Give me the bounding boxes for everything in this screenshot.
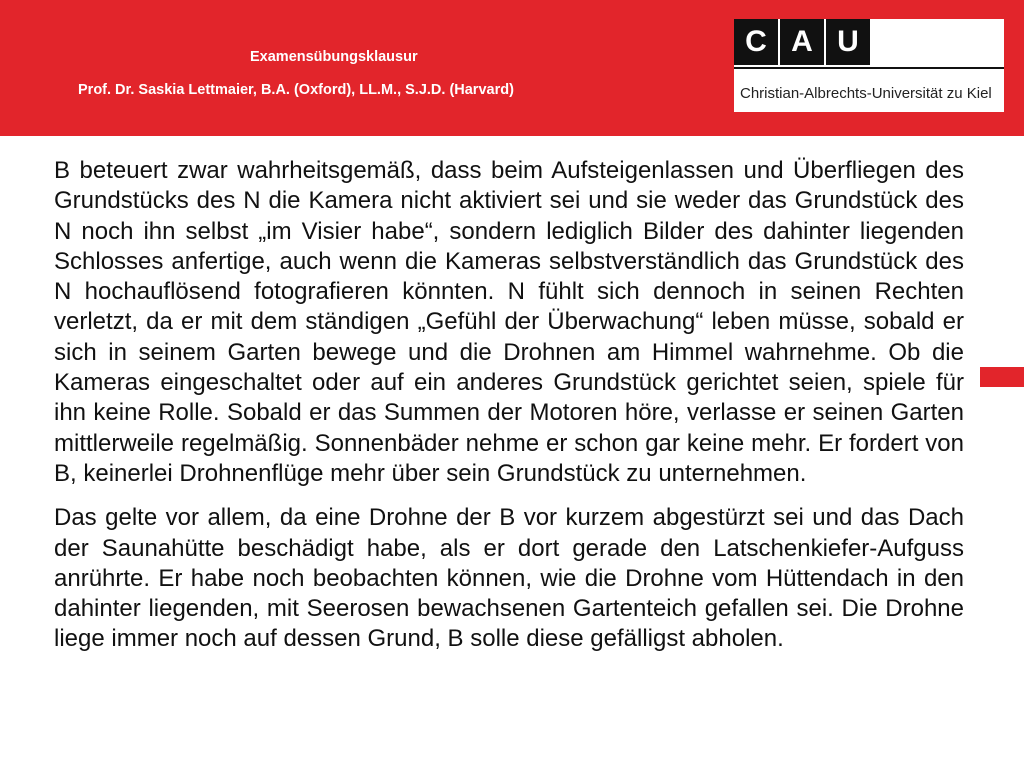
logo-divider [734,67,1004,69]
header-subtitle: Prof. Dr. Saskia Lettmaier, B.A. (Oxford), LL.M., S.J.D. (Harvard) [78,82,514,98]
logo-letter-c: C [745,25,767,58]
header-band [0,0,1024,136]
logo-letter-a: A [778,19,824,65]
university-logo [734,19,1004,112]
logo-letter-u: U [824,19,870,65]
paragraph-2: Das gelte vor allem, da eine Drohne der B vor kurzem abgestürzt sei und das Dach der Saunahütte beschädigt habe, als er dort gerade den Latschenkiefer-Aufguss anrührte. Er habe noch beobachten können, wie die Drohne vom Hüttendach in den dahinter liegenden, mit Seerosen bewachsenen Gartenteich gefallen sei. Die Drohne liege immer noch auf dessen Grund, B solle diese gefälligst abholen. [54,504,964,653]
header-title: Examensübungsklausur [250,49,418,65]
logo-letters [734,19,870,65]
university-name: Christian-Albrechts-Universität zu Kiel [740,85,992,102]
paragraph-1: B beteuert zwar wahrheitsgemäß, dass beim Aufsteigenlassen und Überfliegen des Grundstücks des N die Kamera nicht aktiviert sei und sie weder das Grundstück des N noch ihn selbst „im Visier habe“, sondern lediglich Bilder des dahinter liegenden Schlosses anfertige, auch wenn die Kameras selbstverständlich das Grundstück des N hochauflösend fotografieren könnten. N fühlt sich dennoch in seinen Rechten verletzt, da er mit dem ständigen „Gefühl der Überwachung“ leben müsse, sobald er sich in seinem Garten bewege und die Drohnen am Himmel wahrnehme. Ob die Kameras eingeschaltet oder auf ein anderes Grundstück gerichtet seien, spiele für ihn keine Rolle. Sobald er das Summen der Motoren höre, verlasse er seinen Garten mittlerweile regelmäßig. Sonnenbäder nehme er schon gar keine mehr. Er fordert von B, keinerlei Drohnenflüge mehr über sein Grundstück zu unternehmen. [54,157,964,487]
body-text [54,156,964,655]
side-marker [980,367,1024,387]
